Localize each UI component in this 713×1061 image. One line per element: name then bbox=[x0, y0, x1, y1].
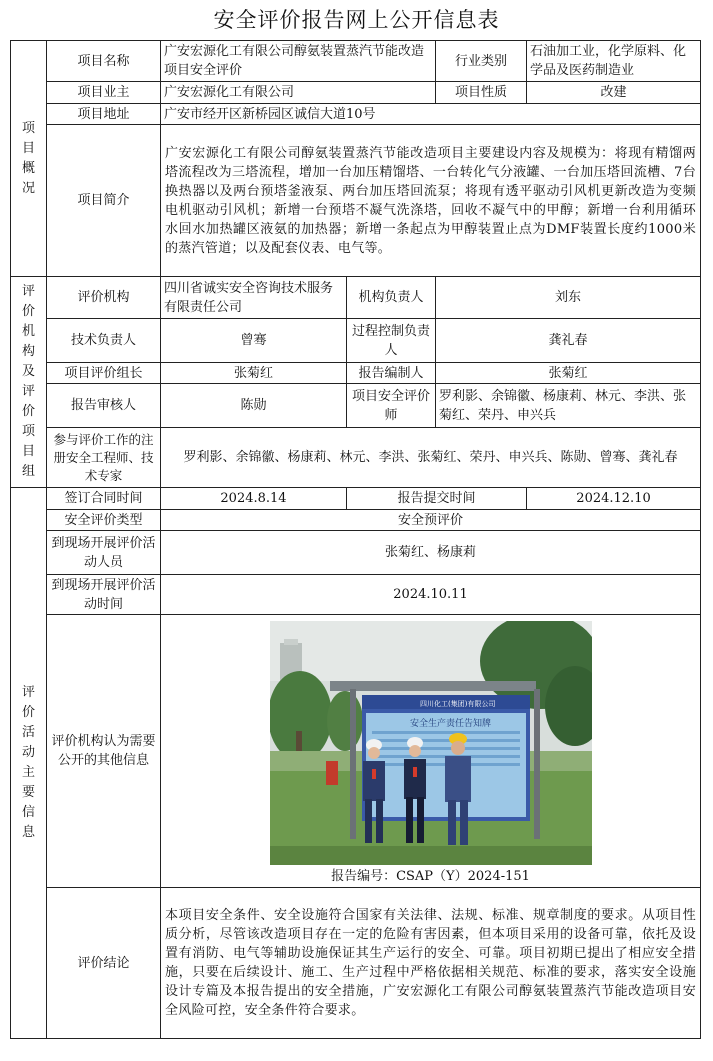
compiler-value: 张菊红 bbox=[436, 363, 701, 384]
evaluators-label: 项目安全评价师 bbox=[347, 384, 436, 428]
other-info-cell bbox=[161, 615, 701, 888]
site-photo bbox=[270, 621, 592, 865]
industry-label: 行业类别 bbox=[436, 41, 527, 82]
nature-label: 项目性质 bbox=[436, 82, 527, 104]
submit-date-value: 2024.12.10 bbox=[527, 488, 701, 510]
team-leader-label: 项目评价组长 bbox=[47, 363, 161, 384]
submit-date-label: 报告提交时间 bbox=[347, 488, 527, 510]
agency-head-label: 机构负责人 bbox=[347, 277, 436, 319]
address-label: 项目地址 bbox=[47, 104, 161, 125]
site-people-value: 张菊红、杨康莉 bbox=[161, 531, 701, 575]
agency-value: 四川省诚实安全咨询技术服务有限责任公司 bbox=[161, 277, 347, 319]
reviewer-value: 陈勋 bbox=[161, 384, 347, 428]
project-name-value: 广安宏源化工有限公司醇氨装置蒸汽节能改造项目安全评价 bbox=[161, 41, 436, 82]
eval-type-label: 安全评价类型 bbox=[47, 510, 161, 531]
agency-head-value: 刘东 bbox=[436, 277, 701, 319]
section-activity: 评 价 活 动 主 要 信 息 bbox=[11, 488, 47, 1039]
owner-value: 广安宏源化工有限公司 bbox=[161, 82, 436, 104]
owner-label: 项目业主 bbox=[47, 82, 161, 104]
site-people-label: 到现场开展评价活动人员 bbox=[47, 531, 161, 575]
compiler-label: 报告编制人 bbox=[347, 363, 436, 384]
site-photo-image bbox=[270, 621, 592, 865]
reviewer-label: 报告审核人 bbox=[47, 384, 161, 428]
info-table bbox=[10, 40, 701, 1039]
intro-value: 广安宏源化工有限公司醇氨装置蒸汽节能改造项目主要建设内容及规模为：将现有精馏两塔流程改为三塔流程，增加一台加压精馏塔、一台转化气分液罐、一台加压塔回流槽、7台换热器以及两台预塔釜液泵、两台加压塔回流泵；将现有透平驱动引风机更新改造为变频电机驱动引风机；新增一台预塔不凝气洗涤塔，回收不凝气中的甲醇；新增一台利用循环水回水加热罐区液氨的加热器；新增一条起点为甲醇装置止点为DMF装置长度约1000米的蒸汽管道；以及配套仪表、电气等。 bbox=[161, 125, 701, 277]
agency-label: 评价机构 bbox=[47, 277, 161, 319]
intro-label: 项目简介 bbox=[47, 125, 161, 277]
participants-value: 罗利影、余锦徽、杨康莉、林元、李洪、张菊红、荣丹、申兴兵、陈勋、曾骞、龚礼春 bbox=[161, 428, 701, 488]
project-name-label: 项目名称 bbox=[47, 41, 161, 82]
photo-sign-title: 安全生产责任告知牌 bbox=[409, 718, 491, 729]
participants-label: 参与评价工作的注册安全工程师、技术专家 bbox=[47, 428, 161, 488]
tech-head-value: 曾骞 bbox=[161, 319, 347, 363]
conclusion-value: 本项目安全条件、安全设施符合国家有关法律、法规、标准、规章制度的要求。从项目性质分析，尽管该改造项目存在一定的危险有害因素，但本项目采用的设备可靠，依托及设置有消防、电气等辅助设施保证其生产运行的安全、可靠。项目初期已提出了相应安全措施，只要在后续设计、施工、生产过程中严格依据相关规范、标准的要求，落实安全设施设计专篇及本报告提出的安全措施，广安宏源化工有限公司醇氨装置蒸汽节能改造项目安全风险可控，安全条件符合要求。 bbox=[161, 888, 701, 1039]
section-overview: 项 目 概 况 bbox=[11, 41, 47, 277]
evaluators-value: 罗利影、余锦徽、杨康莉、林元、李洪、张菊红、荣丹、申兴兵 bbox=[436, 384, 701, 428]
page-title: 安全评价报告网上公开信息表 bbox=[213, 8, 500, 32]
contract-date-label: 签订合同时间 bbox=[47, 488, 161, 510]
team-leader-value: 张菊红 bbox=[161, 363, 347, 384]
process-head-label: 过程控制负责人 bbox=[347, 319, 436, 363]
address-value: 广安市经开区新桥园区诚信大道10号 bbox=[161, 104, 701, 125]
section-org: 评 价 机 构 及 评 价 项 目 组 bbox=[11, 277, 47, 488]
site-time-label: 到现场开展评价活动时间 bbox=[47, 575, 161, 615]
eval-type-value: 安全预评价 bbox=[161, 510, 701, 531]
contract-date-value: 2024.8.14 bbox=[161, 488, 347, 510]
industry-value: 石油加工业，化学原料、化学品及医药制造业 bbox=[527, 41, 701, 82]
process-head-value: 龚礼春 bbox=[436, 319, 701, 363]
tech-head-label: 技术负责人 bbox=[47, 319, 161, 363]
report-number: 报告编号：CSAP（Y）2024-151 bbox=[331, 868, 530, 884]
conclusion-label: 评价结论 bbox=[47, 888, 161, 1039]
photo-company-text: 四川化工(集团)有限公司 bbox=[419, 699, 495, 708]
other-info-label: 评价机构认为需要公开的其他信息 bbox=[47, 615, 161, 888]
nature-value: 改建 bbox=[527, 82, 701, 104]
site-time-value: 2024.10.11 bbox=[161, 575, 701, 615]
